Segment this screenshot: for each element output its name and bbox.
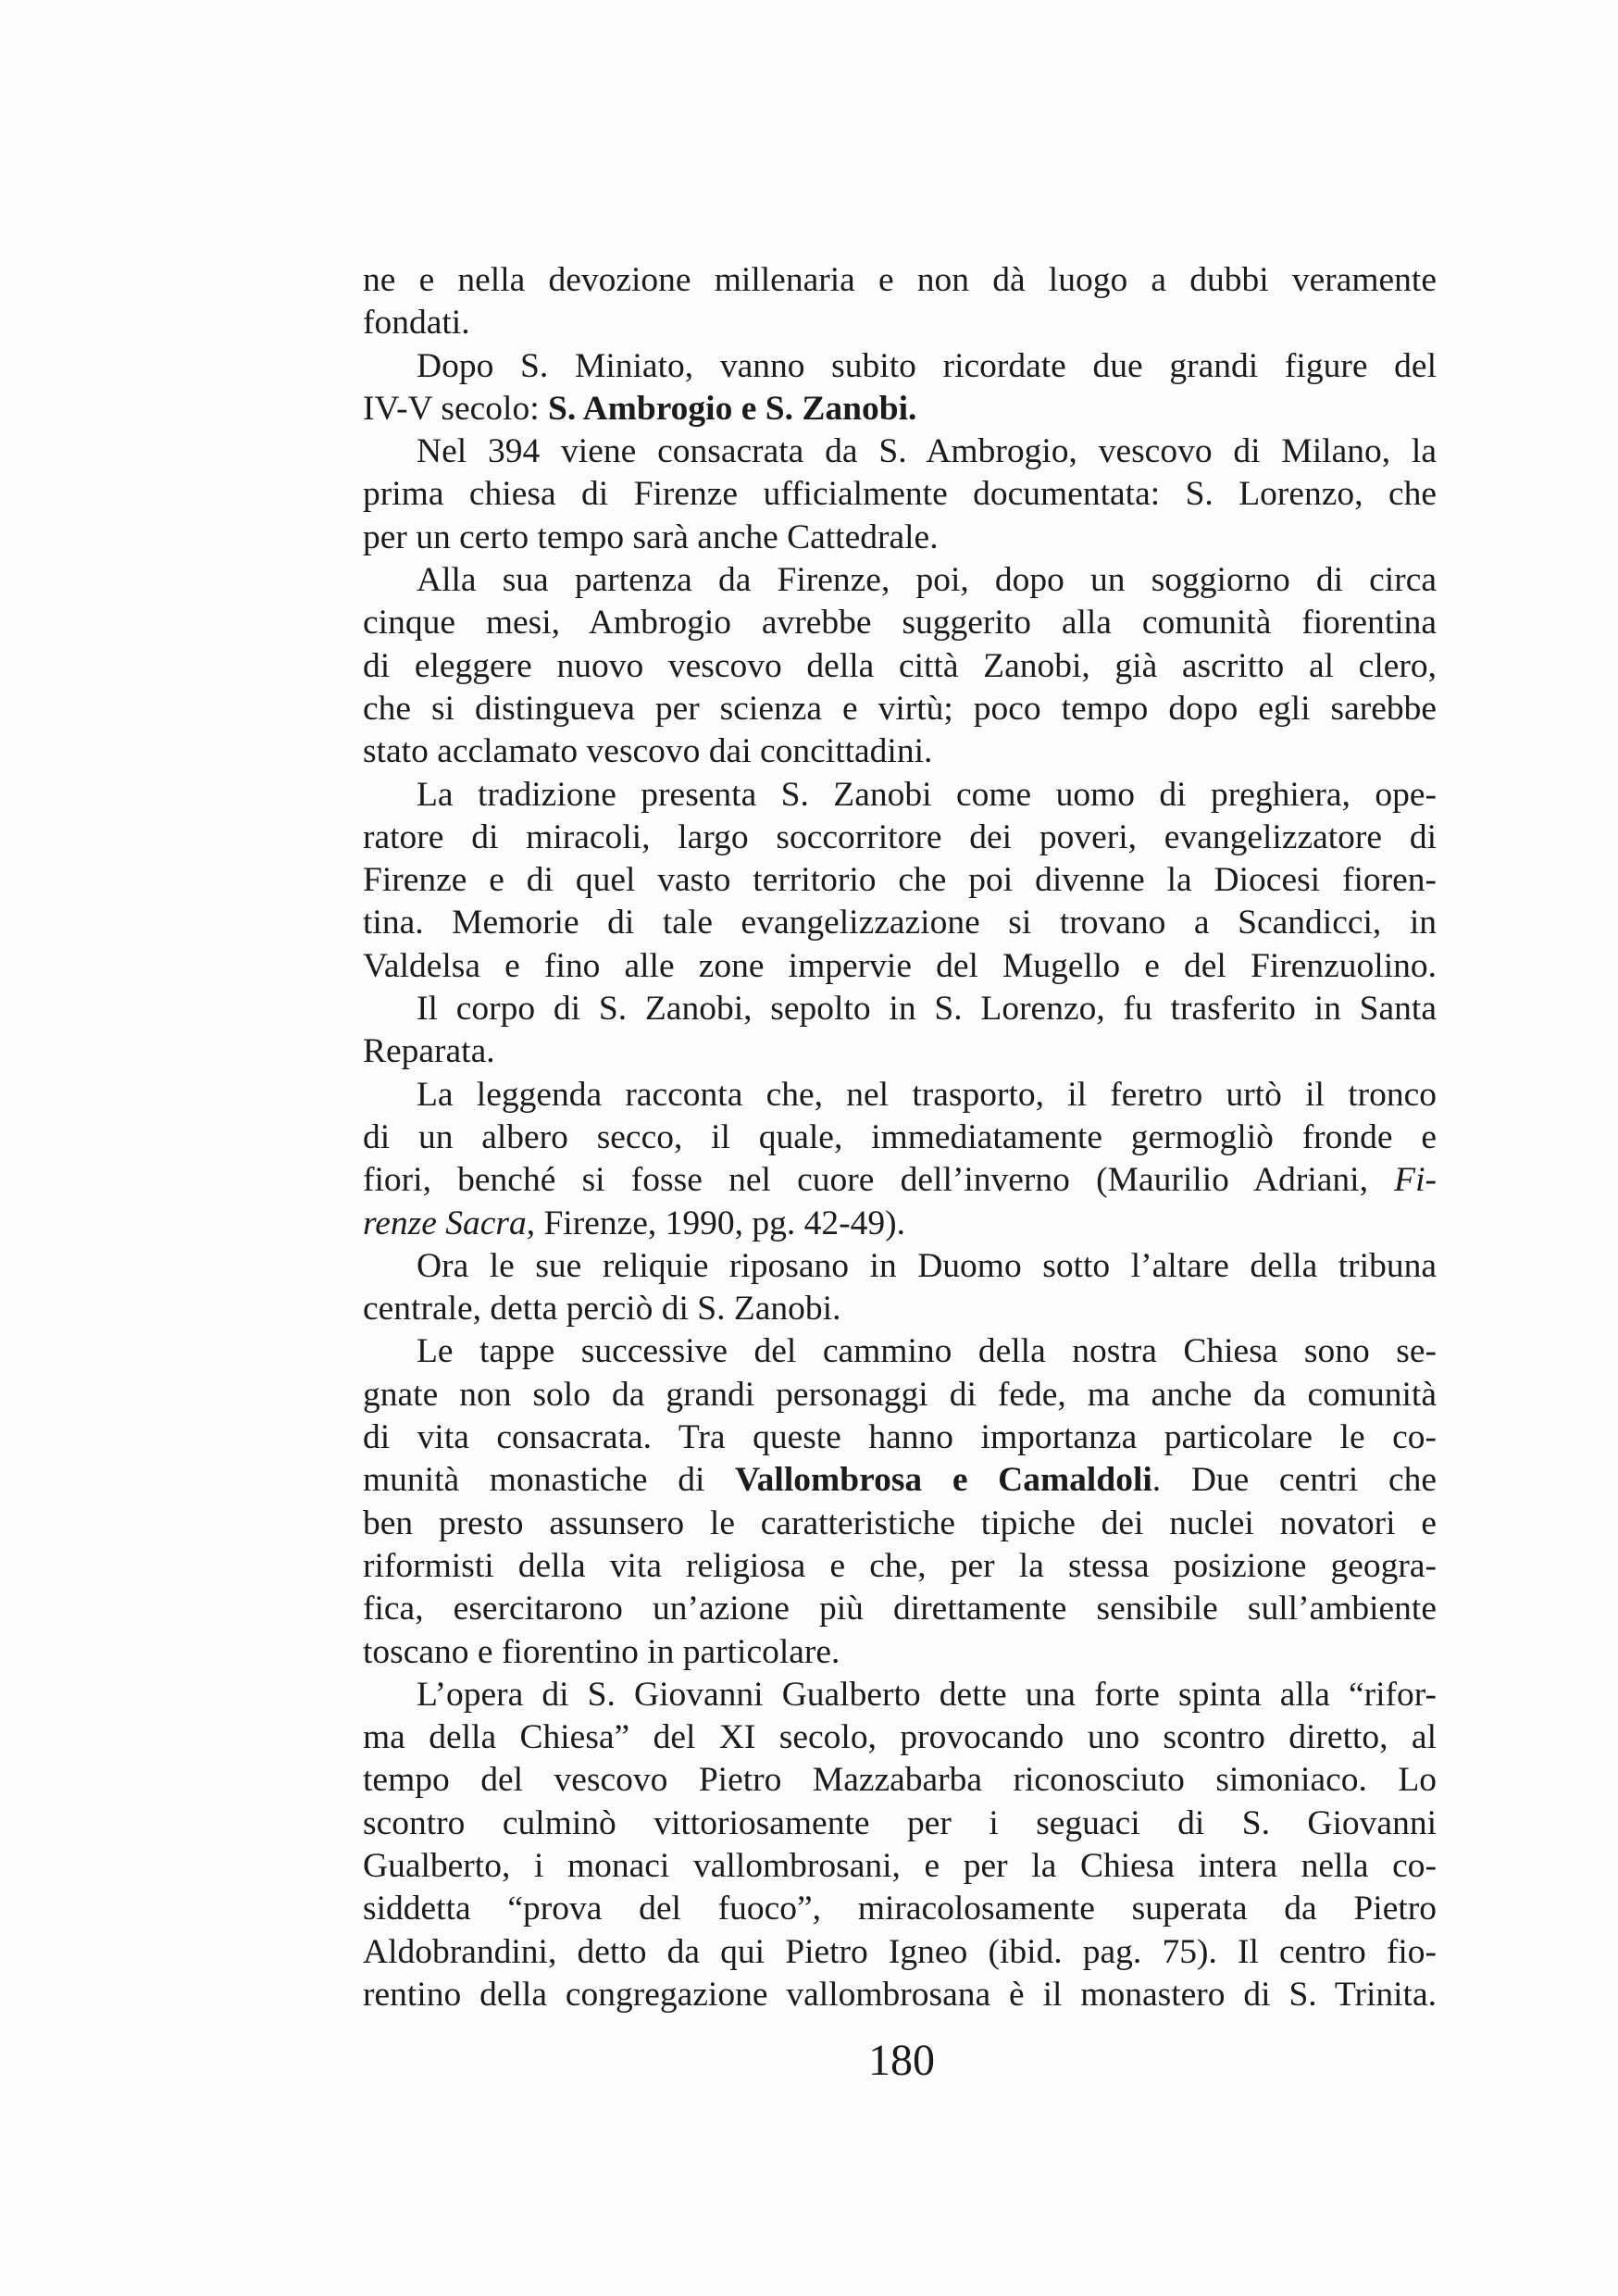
- text-line: per un certo tempo sarà anche Cattedrale.: [363, 518, 939, 556]
- bold-text: S. Ambrogio e S. Zanobi.: [548, 389, 917, 428]
- text-line: scontro culminò vittoriosamente per i seguaci di S. Giovanni: [363, 1803, 1437, 1842]
- text-line: ratore di miracoli, largo soccorritore dei poveri, evangelizzatore di: [363, 817, 1437, 856]
- text-line: stato acclamato vescovo dai concittadini.: [363, 732, 933, 771]
- text-line: tempo del vescovo Pietro Mazzabarba riconosciuto simoniaco. Lo: [363, 1761, 1437, 1800]
- text-line: rentino della congregazione vallombrosana è il monastero di S. Trinita.: [363, 1975, 1437, 2014]
- text-line: Dopo S. Miniato, vanno subito ricordate due grandi figure del: [417, 346, 1437, 385]
- italic-text: Fi-: [1394, 1161, 1437, 1200]
- text-line: Nel 394 viene consacrata da S. Ambrogio, vescovo di Milano, la: [417, 432, 1437, 471]
- text-line: La leggenda racconta che, nel trasporto, il feretro urtò il tronco: [417, 1075, 1437, 1114]
- text-line: di un albero secco, il quale, immediatamente germogliò fronde e: [363, 1117, 1437, 1156]
- text-line: ma della Chiesa” del XI secolo, provocando uno scontro diretto, al: [363, 1718, 1437, 1757]
- text-line: ben presto assunsero le caratteristiche tipiche dei nuclei novatori e: [363, 1504, 1437, 1542]
- text-line: di vita consacrata. Tra queste hanno importanza particolare le co-: [363, 1418, 1437, 1457]
- text-fragment: . Due centri che: [1151, 1461, 1437, 1500]
- text-line: L’opera di S. Giovanni Gualberto dette una forte spinta alla “rifor-: [417, 1675, 1437, 1714]
- text-line: [363, 1203, 1437, 1245]
- text-line: [363, 1459, 1437, 1502]
- text-line: Alla sua partenza da Firenze, poi, dopo un soggiorno di circa: [417, 561, 1437, 600]
- text-fragment: , Firenze, 1990, pg. 42-49).: [526, 1204, 905, 1242]
- text-line: siddetta “prova del fuoco”, miracolosamente superata da Pietro: [363, 1890, 1437, 1928]
- text-line: gnate non solo da grandi personaggi di fede, ma anche da comunità: [363, 1375, 1437, 1414]
- text-line: toscano e fiorentino in particolare.: [363, 1632, 840, 1671]
- text-line: centrale, detta perciò di S. Zanobi.: [363, 1290, 841, 1329]
- text-line: cinque mesi, Ambrogio avrebbe suggerito alla comunità fiorentina: [363, 604, 1437, 643]
- page-number: 180: [868, 2036, 935, 2085]
- text-line: Ora le sue reliquie riposano in Duomo sotto l’altare della tribuna: [417, 1246, 1437, 1285]
- text-line: Il corpo di S. Zanobi, sepolto in S. Lorenzo, fu trasferito in Santa: [417, 990, 1437, 1029]
- text-line: fondati.: [363, 304, 470, 343]
- text-line: fica, esercitarono un’azione più direttamente sensibile sull’ambiente: [363, 1590, 1437, 1628]
- text-line: Le tappe successive del cammino della nostra Chiesa sono se-: [417, 1332, 1437, 1371]
- text-fragment: munità monastiche di: [363, 1461, 736, 1500]
- text-line: La tradizione presenta S. Zanobi come uomo di preghiera, ope-: [417, 775, 1437, 814]
- text-line: Aldobrandini, detto da qui Pietro Igneo (ibid. pag. 75). Il centro fio-: [363, 1932, 1437, 1971]
- text-line: [363, 388, 1437, 430]
- text-line: Gualberto, i monaci vallombrosani, e per la Chiesa intera nella co-: [363, 1846, 1437, 1885]
- italic-text: renze Sacra: [363, 1204, 527, 1242]
- text-line: di eleggere nuovo vescovo della città Zanobi, già ascritto al clero,: [363, 646, 1437, 685]
- body-text: [363, 259, 1437, 2016]
- text-line: Valdelsa e fino alle zone impervie del Mugello e del Firenzuolino.: [363, 946, 1437, 985]
- text-line: Firenze e di quel vasto territorio che poi divenne la Diocesi fioren-: [363, 861, 1437, 900]
- text-line: Reparata.: [363, 1032, 495, 1071]
- text-line: che si distingueva per scienza e virtù; poco tempo dopo egli sarebbe: [363, 689, 1437, 728]
- text-line: ne e nella devozione millenaria e non dà luogo a dubbi veramente: [363, 261, 1437, 299]
- text-line: [363, 1159, 1437, 1202]
- text-line: riformisti della vita religiosa e che, per la stessa posizione geogra-: [363, 1546, 1437, 1585]
- text-fragment: fiori, benché si fosse nel cuore dell’inverno (Maurilio Adriani,: [363, 1161, 1395, 1200]
- bold-text: Vallombrosa e Camaldoli: [735, 1461, 1152, 1500]
- text-line: tina. Memorie di tale evangelizzazione si trovano a Scandicci, in: [363, 904, 1437, 942]
- text-line: prima chiesa di Firenze ufficialmente documentata: S. Lorenzo, che: [363, 475, 1437, 514]
- text-fragment: IV-V secolo:: [363, 389, 548, 428]
